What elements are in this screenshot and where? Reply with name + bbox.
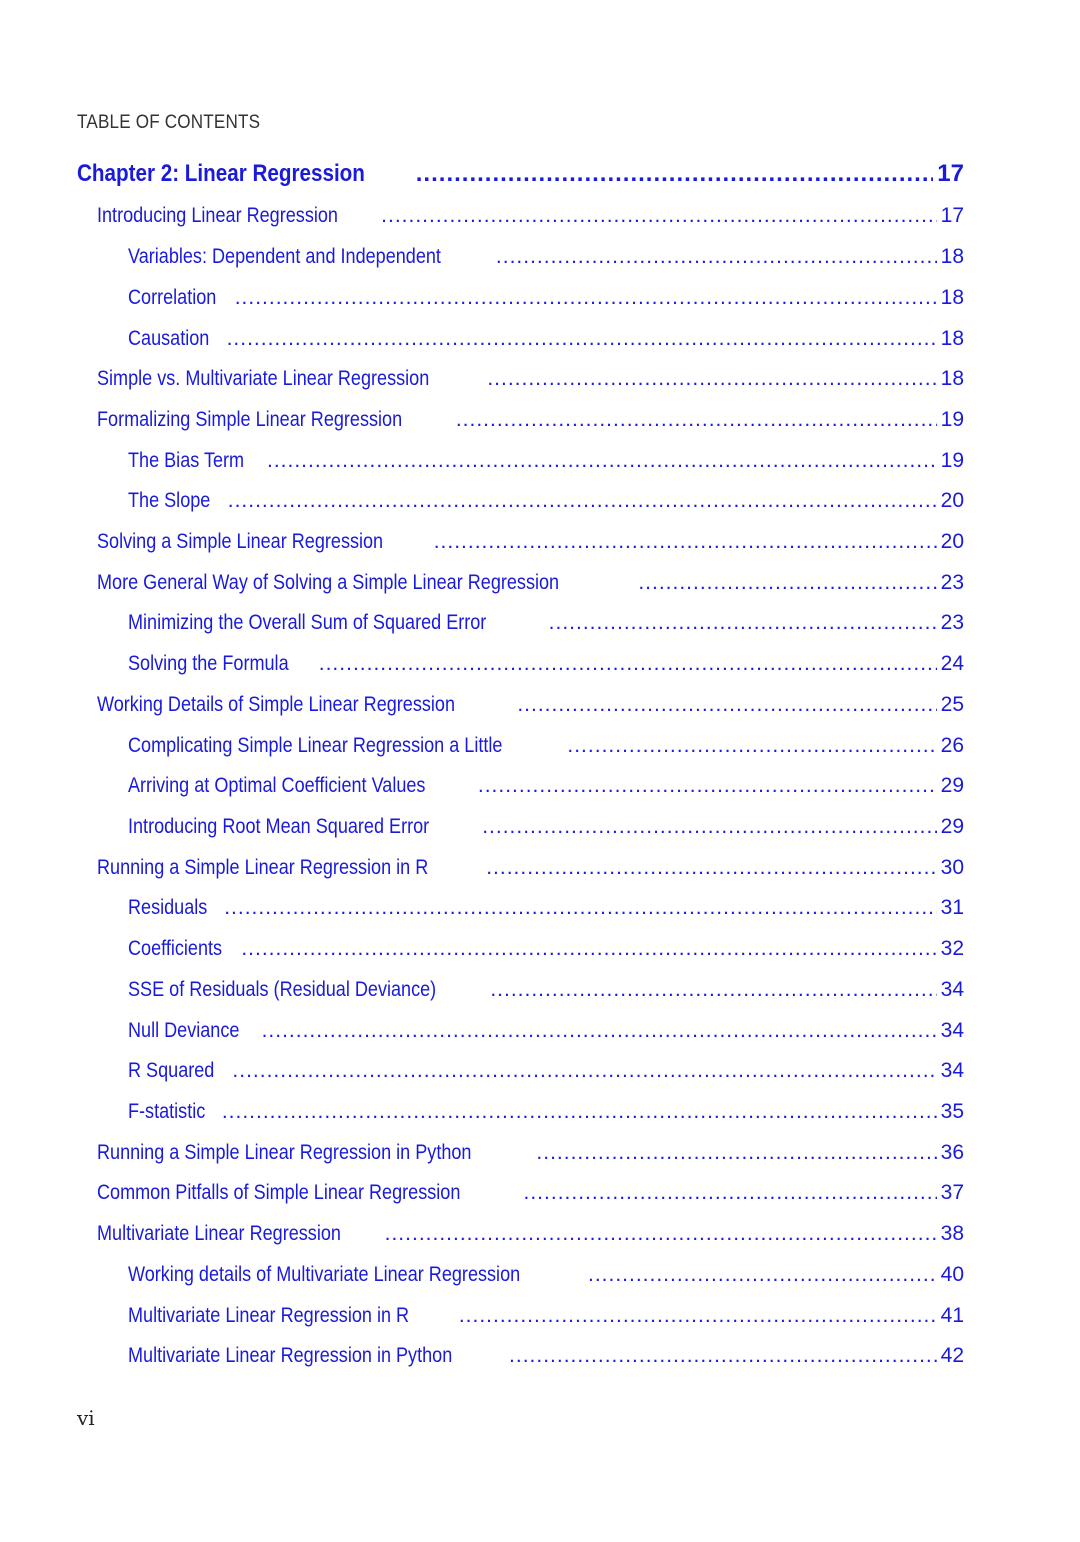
- dot-leader: [478, 774, 937, 798]
- toc-entry-page: 26: [940, 734, 964, 757]
- toc-entry-title: Multivariate Linear Regression: [97, 1222, 341, 1245]
- dot-leader: [456, 408, 937, 432]
- toc-entry-page: 34: [940, 978, 964, 1001]
- toc-entry[interactable]: [128, 1100, 964, 1134]
- toc-entry-title: Correlation: [128, 286, 217, 309]
- dot-leader: [227, 327, 937, 351]
- toc-entry-page: 41: [940, 1304, 964, 1327]
- toc-entry-title: F-statistic: [128, 1100, 206, 1123]
- toc-entry-page: 18: [940, 367, 964, 390]
- toc-entry[interactable]: [97, 1141, 964, 1175]
- toc-entry-title: Running a Simple Linear Regression in R: [97, 856, 429, 879]
- toc-entry[interactable]: [128, 449, 964, 483]
- toc-entry[interactable]: [97, 571, 964, 605]
- dot-leader: [222, 1100, 937, 1124]
- toc-entry[interactable]: [128, 327, 964, 361]
- toc-entry-page: 34: [940, 1059, 964, 1082]
- dot-leader: [224, 896, 936, 920]
- dot-leader: [517, 693, 936, 717]
- toc-entry-page: 31: [940, 896, 964, 919]
- toc-entry-title: Introducing Linear Regression: [97, 204, 338, 227]
- toc-entry-title: SSE of Residuals (Residual Deviance): [128, 978, 437, 1001]
- dot-leader: [228, 489, 937, 513]
- toc-entry-title: Formalizing Simple Linear Regression: [97, 408, 403, 431]
- toc-entry-page: 35: [940, 1100, 964, 1123]
- toc-entry[interactable]: [128, 1344, 964, 1378]
- toc-entry[interactable]: [97, 408, 964, 442]
- toc-entry[interactable]: [97, 1222, 964, 1256]
- dot-leader: [416, 160, 934, 188]
- dot-leader: [232, 1059, 936, 1083]
- toc-entry[interactable]: [97, 367, 964, 401]
- toc-entry-page: 18: [940, 286, 964, 309]
- dot-leader: [241, 937, 936, 961]
- toc-entry-title: Coefficients: [128, 937, 223, 960]
- toc-entry-page: 25: [940, 693, 964, 716]
- dot-leader: [509, 1344, 937, 1368]
- toc-entry[interactable]: [128, 896, 964, 930]
- toc-entry-title: Introducing Root Mean Squared Error: [128, 815, 430, 838]
- toc-entry[interactable]: [97, 204, 964, 238]
- toc-entry[interactable]: [128, 611, 964, 645]
- toc-entry-page: 36: [940, 1141, 964, 1164]
- dot-leader: [319, 652, 937, 676]
- toc-entry-title: Minimizing the Overall Sum of Squared Error: [128, 611, 487, 634]
- toc-entry[interactable]: [128, 1304, 964, 1338]
- dot-leader: [588, 1263, 937, 1287]
- dot-leader: [536, 1141, 936, 1165]
- toc-entry-page: 18: [940, 245, 964, 268]
- dot-leader: [482, 815, 936, 839]
- dot-leader: [486, 856, 936, 880]
- toc-entry-title: More General Way of Solving a Simple Linear Regression: [97, 571, 560, 594]
- dot-leader: [549, 611, 937, 635]
- toc-entry-title: Complicating Simple Linear Regression a Little: [128, 734, 503, 757]
- toc-entry-page: 19: [940, 408, 964, 431]
- toc-entry-page: 38: [940, 1222, 964, 1245]
- toc-entry-title: Working details of Multivariate Linear Regression: [128, 1263, 521, 1286]
- dot-leader: [524, 1181, 937, 1205]
- page-number: vi: [77, 1406, 95, 1430]
- toc-entry[interactable]: [128, 652, 964, 686]
- toc-entry[interactable]: [128, 937, 964, 971]
- toc-entry-page: 42: [940, 1344, 964, 1367]
- toc-entry-title: Chapter 2: Linear Regression: [77, 160, 365, 187]
- toc-entry-title: Multivariate Linear Regression in Python: [128, 1344, 453, 1367]
- toc-entry-page: 23: [940, 571, 964, 594]
- toc-entry-page: 20: [940, 530, 964, 553]
- toc-entry[interactable]: [128, 1019, 964, 1053]
- page-header: TABLE OF CONTENTS: [77, 112, 261, 133]
- toc-entry-page: 32: [940, 937, 964, 960]
- toc-entry[interactable]: [128, 774, 964, 808]
- dot-leader: [487, 367, 936, 391]
- dot-leader: [496, 245, 937, 269]
- dot-leader: [638, 571, 936, 595]
- toc-entry[interactable]: [97, 530, 964, 564]
- toc-entry-title: Common Pitfalls of Simple Linear Regression: [97, 1181, 461, 1204]
- toc-entry-page: 34: [940, 1019, 964, 1042]
- toc-entry-title: R Squared: [128, 1059, 215, 1082]
- dot-leader: [459, 1304, 937, 1328]
- toc-entry-page: 37: [940, 1181, 964, 1204]
- toc-entry-page: 30: [940, 856, 964, 879]
- toc-entry[interactable]: [128, 815, 964, 849]
- toc-entry-page: 29: [940, 774, 964, 797]
- toc-entry-page: 24: [940, 652, 964, 675]
- toc-entry-page: 23: [940, 611, 964, 634]
- toc-entry-page: 18: [940, 327, 964, 350]
- dot-leader: [490, 978, 936, 1002]
- toc-entry[interactable]: [77, 160, 964, 200]
- dot-leader: [385, 1222, 937, 1246]
- dot-leader: [381, 204, 936, 228]
- toc-entry[interactable]: [128, 734, 964, 768]
- toc-entry-title: Causation: [128, 327, 210, 350]
- dot-leader: [434, 530, 937, 554]
- toc-entry-page: 17: [940, 204, 964, 227]
- toc-entry-page: 17: [937, 160, 964, 187]
- toc-entry-title: The Bias Term: [128, 449, 245, 472]
- toc-entry-page: 20: [940, 489, 964, 512]
- toc-entry-page: 40: [940, 1263, 964, 1286]
- toc-entry-title: Null Deviance: [128, 1019, 240, 1042]
- dot-leader: [262, 1019, 937, 1043]
- toc-entry-title: Solving a Simple Linear Regression: [97, 530, 384, 553]
- toc-entry-title: Residuals: [128, 896, 208, 919]
- dot-leader: [567, 734, 936, 758]
- toc-entry[interactable]: [97, 1181, 964, 1215]
- toc-entry[interactable]: [128, 1263, 964, 1297]
- dot-leader: [235, 286, 937, 310]
- toc-entry-title: Simple vs. Multivariate Linear Regression: [97, 367, 430, 390]
- toc-entry-title: Arriving at Optimal Coefficient Values: [128, 774, 426, 797]
- toc-entry-page: 19: [940, 449, 964, 472]
- toc-entry-title: Solving the Formula: [128, 652, 289, 675]
- toc-entry-title: Multivariate Linear Regression in R: [128, 1304, 410, 1327]
- toc-entry-title: The Slope: [128, 489, 211, 512]
- toc-entry[interactable]: [97, 693, 964, 727]
- toc-entry[interactable]: [128, 286, 964, 320]
- toc-entry-page: 29: [940, 815, 964, 838]
- toc-entry-title: Variables: Dependent and Independent: [128, 245, 441, 268]
- toc-entry[interactable]: [128, 978, 964, 1012]
- dot-leader: [267, 449, 937, 473]
- toc-entry[interactable]: [128, 245, 964, 279]
- toc-entry-title: Running a Simple Linear Regression in Python: [97, 1141, 472, 1164]
- toc-entry[interactable]: [128, 1059, 964, 1093]
- toc-entry[interactable]: [97, 856, 964, 890]
- toc-entry-title: Working Details of Simple Linear Regression: [97, 693, 456, 716]
- toc-entry[interactable]: [128, 489, 964, 523]
